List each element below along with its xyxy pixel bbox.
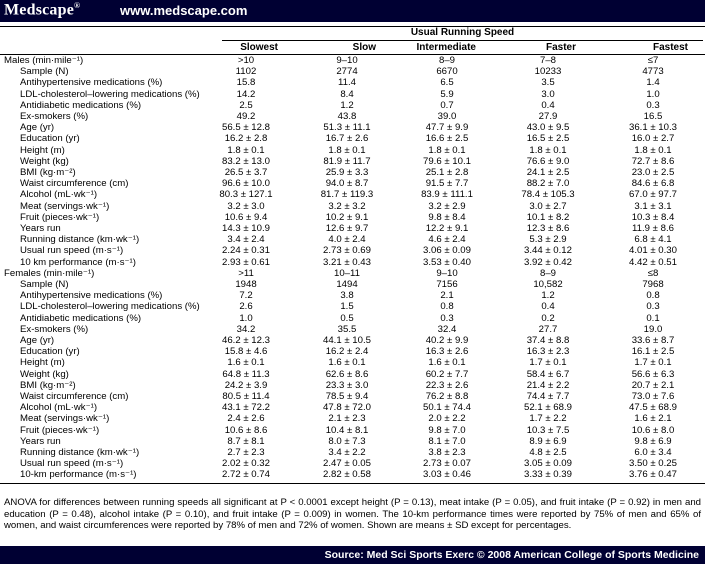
table-row: [0, 246, 705, 257]
table-cell: 11.4: [338, 77, 356, 89]
table-cell: 52.1 ± 68.9: [524, 402, 572, 414]
table-cell: 78.5 ± 9.4: [325, 391, 369, 402]
table-row: [0, 123, 705, 134]
table-cell: 1.7 ± 0.1: [634, 357, 672, 369]
table-cell: 3.4 ± 2.4: [227, 234, 265, 246]
table-cell: 56.6 ± 6.3: [631, 368, 675, 380]
table-footnote: ANOVA for differences between running speeds all significant at P < 0.0001 except height (P = 0.13), meat intake (P = 0.05), and fruit intake (P = 0.92) in men and education (P = 0.48), alcohol intake (P = 0.10), and fruit intake (P = 0.009) in women. The 10-km performance times were reported by 75% of men and 65% of women, and waist circumferences were reported by 78% of men and 72% of women. Shown are means ± SD except for percentages.: [4, 497, 701, 532]
row-label: BMI (kg·m⁻²): [20, 167, 76, 178]
table-cell: 83.2 ± 13.0: [222, 155, 270, 167]
table-cell: 84.6 ± 6.8: [631, 178, 675, 190]
row-label: Running distance (km·wk⁻¹): [20, 234, 140, 246]
table-cell: 7–8: [539, 55, 556, 66]
table-row: [0, 448, 705, 459]
row-label: Age (yr): [20, 122, 55, 134]
row-label: Running distance (km·wk⁻¹): [20, 447, 140, 458]
row-label: Height (m): [20, 357, 65, 369]
table-cell: 15.8: [236, 77, 256, 89]
table-cell: 16.1 ± 2.5: [631, 346, 675, 358]
brand-name: Medscape: [4, 1, 75, 19]
row-label: Antidiabetic medications (%): [20, 99, 142, 111]
row-label: Years run: [20, 435, 61, 447]
table-cell: 1.2: [340, 99, 354, 111]
table-cell: 8.4: [340, 88, 354, 100]
table-row: [0, 190, 705, 201]
table-cell: 8.9 ± 6.9: [529, 435, 567, 447]
footer-bar: [0, 546, 705, 564]
table-cell: 47.8 ± 72.0: [323, 402, 371, 414]
table-cell: 10.2 ± 9.1: [325, 211, 369, 223]
table-cell: 10.1 ± 8.2: [526, 211, 570, 223]
table-cell: 3.06 ± 0.09: [423, 245, 471, 257]
table-cell: 83.9 ± 111.1: [421, 189, 473, 201]
table-row: [0, 437, 705, 448]
table-cell: 11.9 ± 8.6: [632, 223, 674, 234]
table-cell: >10: [237, 55, 255, 66]
table-cell: 14.2: [236, 88, 256, 100]
table-cell: 2.1 ± 2.3: [328, 413, 366, 425]
table-cell: 3.0 ± 2.7: [529, 200, 567, 212]
table-row: [0, 336, 705, 347]
table-row: [0, 280, 705, 291]
table-cell: 8.7 ± 8.1: [227, 435, 265, 447]
table-cell: 2.7 ± 2.3: [227, 447, 265, 458]
table-cell: 34.2: [236, 323, 256, 335]
row-label: Education (yr): [20, 346, 80, 358]
table-cell: 26.5 ± 3.7: [224, 167, 268, 178]
table-cell: 96.6 ± 10.0: [222, 178, 270, 190]
site-url[interactable]: www.medscape.com: [120, 3, 248, 18]
table-row: [0, 101, 705, 112]
table-cell: 1.7 ± 2.2: [529, 413, 567, 425]
table-cell: 16.7 ± 2.6: [325, 133, 369, 145]
table-cell: 0.8: [646, 290, 660, 302]
table-row: [0, 347, 705, 358]
table-cell: 5.9: [440, 88, 454, 100]
table-row: [0, 392, 705, 403]
table-cell: 3.2 ± 2.9: [428, 200, 466, 212]
table-cell: 80.3 ± 127.1: [219, 189, 273, 201]
table-cell: 8.1 ± 7.0: [428, 435, 466, 447]
table-cell: 4.0 ± 2.4: [328, 234, 366, 246]
table-cell: 78.4 ± 105.3: [521, 189, 575, 201]
row-label: Weight (kg): [20, 155, 69, 167]
table-cell: 74.4 ± 7.7: [526, 391, 570, 402]
table-cell: 27.9: [538, 111, 558, 122]
table-row: [0, 459, 705, 470]
table-cell: 7156: [436, 279, 458, 290]
table-cell: 21.4 ± 2.2: [526, 379, 570, 391]
table-cell: 2.93 ± 0.61: [222, 256, 270, 268]
table-row: [0, 381, 705, 392]
table-cell: 3.5: [541, 77, 555, 89]
table-cell: 10.6 ± 8.0: [631, 424, 675, 436]
row-label: LDL-cholesterol–lowering medications (%): [20, 88, 200, 100]
row-label: Usual run speed (m·s⁻¹): [20, 245, 124, 257]
source-credit: Source: Med Sci Sports Exerc © 2008 American College of Sports Medicine: [324, 549, 699, 561]
table-row: [0, 370, 705, 381]
table-cell: 2.02 ± 0.32: [222, 458, 270, 470]
table-cell: 20.7 ± 2.1: [631, 379, 675, 391]
table-cell: 19.0: [643, 323, 663, 335]
row-label: Fruit (pieces·wk⁻¹): [20, 424, 100, 436]
table-cell: 43.1 ± 72.2: [222, 402, 270, 414]
table-cell: 62.6 ± 8.6: [325, 368, 369, 380]
column-header: Slowest: [240, 42, 278, 53]
table-cell: 47.5 ± 68.9: [629, 402, 677, 414]
table-cell: 23.0 ± 2.5: [631, 167, 675, 178]
table-cell: 4.8 ± 2.5: [529, 447, 567, 458]
table-row: [0, 146, 705, 157]
table-cell: 25.1 ± 2.8: [425, 167, 469, 178]
table-row: [0, 258, 705, 269]
table-cell: 0.3: [440, 312, 454, 324]
table-cell: 3.76 ± 0.47: [629, 469, 677, 481]
table-cell: 1948: [235, 279, 257, 290]
row-label: 10-km performance (m·s⁻¹): [20, 469, 137, 481]
table-cell: 2.6: [239, 301, 253, 313]
table-cell: 27.7: [538, 323, 558, 335]
table-cell: 0.4: [541, 301, 555, 313]
row-label: Height (m): [20, 144, 65, 156]
table-cell: 49.2: [236, 111, 256, 122]
table-cell: 3.2 ± 3.2: [328, 200, 366, 212]
row-label: Alcohol (mL·wk⁻¹): [20, 189, 98, 201]
table-cell: 73.0 ± 7.6: [631, 391, 675, 402]
table-cell: 16.3 ± 2.6: [425, 346, 469, 358]
table-cell: 16.5 ± 2.5: [526, 133, 570, 145]
table-cell: 8–9: [539, 267, 556, 279]
table-cell: 3.50 ± 0.25: [629, 458, 677, 470]
table-cell: 8–9: [438, 55, 455, 66]
row-label: Antihypertensive medications (%): [20, 77, 163, 89]
table-cell: 10.3 ± 8.4: [631, 211, 675, 223]
table-cell: 2774: [336, 66, 358, 78]
table-cell: 2.24 ± 0.31: [222, 245, 270, 257]
group-header-rule: [222, 40, 703, 41]
table-cell: 1.0: [646, 88, 660, 100]
table-cell: 79.6 ± 10.1: [423, 155, 471, 167]
table-cell: 7.2: [239, 290, 253, 302]
table-cell: 1.8 ± 0.1: [529, 144, 567, 156]
table-cell: 1.6 ± 2.1: [634, 413, 672, 425]
table-cell: 81.7 ± 119.3: [320, 189, 374, 201]
table-cell: 0.5: [340, 312, 354, 324]
table-row: [0, 224, 705, 235]
table-cell: 46.2 ± 12.3: [222, 335, 270, 346]
table-row: [0, 90, 705, 101]
table-cell: 94.0 ± 8.7: [325, 178, 369, 190]
table-cell: 64.8 ± 11.3: [222, 368, 270, 380]
table-cell: 16.0 ± 2.7: [631, 133, 675, 145]
table-cell: 0.7: [440, 99, 454, 111]
table-cell: 1.8 ± 0.1: [428, 144, 466, 156]
table-cell: 5.3 ± 2.9: [529, 234, 567, 246]
row-label: Waist circumference (cm): [20, 178, 129, 190]
table-cell: 43.8: [337, 111, 357, 122]
table-cell: 10.6 ± 8.6: [224, 424, 268, 436]
table-cell: 1.6 ± 0.1: [328, 357, 366, 369]
table-cell: 9–10: [336, 55, 358, 66]
table-cell: 12.2 ± 9.1: [425, 223, 469, 234]
table-cell: 3.53 ± 0.40: [423, 256, 471, 268]
table-cell: 12.3 ± 8.6: [526, 223, 570, 234]
table-cell: 3.2 ± 3.0: [227, 200, 265, 212]
table-row: [0, 157, 705, 168]
table-cell: 9.8 ± 8.4: [428, 211, 466, 223]
table-cell: 1.8 ± 0.1: [634, 144, 672, 156]
table-row: [0, 179, 705, 190]
brand-mark: ®: [74, 1, 81, 10]
row-label: Females (min·mile⁻¹): [4, 267, 95, 279]
table-cell: 2.73 ± 0.07: [423, 458, 471, 470]
table-cell: 6670: [436, 66, 458, 78]
table-cell: 40.2 ± 9.9: [425, 335, 469, 346]
group-header: Usual Running Speed: [410, 27, 515, 38]
row-label: Meat (servings·wk⁻¹): [20, 200, 110, 212]
table-cell: 7968: [642, 279, 664, 290]
table-cell: 9.8 ± 7.0: [428, 424, 466, 436]
table-cell: 3.4 ± 2.2: [328, 447, 366, 458]
table-cell: 60.2 ± 7.7: [425, 368, 469, 380]
table-cell: ≤8: [647, 267, 659, 279]
table-cell: 3.44 ± 0.12: [524, 245, 572, 257]
table-cell: 2.82 ± 0.58: [323, 469, 371, 481]
table-row: [0, 112, 705, 123]
table-row: [0, 426, 705, 437]
row-label: Antidiabetic medications (%): [20, 312, 142, 324]
table-cell: 44.1 ± 10.5: [323, 335, 371, 346]
table-cell: 33.6 ± 8.7: [631, 335, 675, 346]
table-cell: 9–10: [436, 267, 458, 279]
table-cell: 1.0: [239, 312, 253, 324]
table-cell: 1.8 ± 0.1: [328, 144, 366, 156]
medscape-logo[interactable]: [4, 1, 80, 19]
table-cell: 76.2 ± 8.8: [425, 391, 469, 402]
table-cell: 3.05 ± 0.09: [524, 458, 572, 470]
table-cell: 10–11: [334, 267, 360, 279]
table-cell: 4.6 ± 2.4: [428, 234, 466, 246]
table-cell: 23.3 ± 3.0: [325, 379, 369, 391]
table-cell: 9.8 ± 6.9: [634, 435, 672, 447]
table-cell: 4.42 ± 0.51: [629, 256, 677, 268]
table-cell: 4.01 ± 0.30: [629, 245, 677, 257]
table-cell: 50.1 ± 74.4: [423, 402, 471, 414]
table-cell: 58.4 ± 6.7: [526, 368, 570, 380]
table-cell: 3.1 ± 3.1: [634, 200, 672, 212]
table-row: [0, 67, 705, 78]
table-cell: 0.3: [646, 99, 660, 111]
table-cell: 3.8 ± 2.3: [428, 447, 466, 458]
table-cell: 16.6 ± 2.5: [425, 133, 469, 145]
table-cell: 1.6 ± 0.1: [428, 357, 466, 369]
table-cell: 1102: [235, 66, 257, 78]
table-cell: 39.0: [437, 111, 457, 122]
table-cell: 1.5: [340, 301, 354, 313]
table-cell: 16.5: [643, 111, 663, 122]
table-cell: 36.1 ± 10.3: [629, 122, 677, 134]
table-cell: 8.0 ± 7.3: [328, 435, 366, 447]
table-cell: 6.0 ± 3.4: [634, 447, 672, 458]
table-cell: 0.2: [541, 312, 555, 324]
row-label: Meat (servings·wk⁻¹): [20, 413, 110, 425]
table-cell: 3.21 ± 0.43: [323, 256, 371, 268]
table-row: [0, 314, 705, 325]
table-cell: 81.9 ± 11.7: [323, 155, 371, 167]
table-row: [0, 168, 705, 179]
table-cell: 14.3 ± 10.9: [222, 223, 270, 234]
table-bottom-rule: [0, 483, 705, 484]
row-label: Usual run speed (m·s⁻¹): [20, 458, 124, 470]
table-cell: 91.5 ± 7.7: [425, 178, 469, 190]
column-header: Faster: [545, 42, 576, 53]
table-row: [0, 269, 705, 280]
table-cell: 0.3: [646, 301, 660, 313]
table-cell: 2.1: [440, 290, 454, 302]
table-cell: 1.4: [646, 77, 660, 89]
table-row: [0, 358, 705, 369]
table-cell: 2.0 ± 2.2: [428, 413, 466, 425]
table-cell: >11: [238, 267, 254, 279]
table-row: [0, 78, 705, 89]
table-cell: 76.6 ± 9.0: [526, 155, 570, 167]
table-cell: 3.8: [340, 290, 354, 302]
table-cell: 1.2: [541, 290, 555, 302]
table-cell: 10.4 ± 8.1: [325, 424, 369, 436]
table-row: [0, 213, 705, 224]
table-row: [0, 134, 705, 145]
table-cell: 2.47 ± 0.05: [323, 458, 371, 470]
table-cell: 16.2 ± 2.4: [325, 346, 369, 358]
table-cell: 32.4: [437, 323, 457, 335]
table-cell: 67.0 ± 97.7: [629, 189, 677, 201]
table-row: [0, 325, 705, 336]
row-label: 10 km performance (m·s⁻¹): [20, 256, 136, 268]
table-cell: 24.1 ± 2.5: [526, 167, 570, 178]
table-cell: 37.4 ± 8.8: [526, 335, 570, 346]
row-label: Education (yr): [20, 133, 80, 145]
table-cell: 16.2 ± 2.8: [224, 133, 268, 145]
table-cell: 56.5 ± 12.8: [222, 122, 270, 134]
row-label: LDL-cholesterol–lowering medications (%): [20, 301, 200, 313]
row-label: Fruit (pieces·wk⁻¹): [20, 211, 100, 223]
row-label: Age (yr): [20, 335, 55, 346]
table-cell: 3.0: [541, 88, 555, 100]
table-row: [0, 403, 705, 414]
table-cell: 24.2 ± 3.9: [224, 379, 268, 391]
table-cell: 25.9 ± 3.3: [325, 167, 369, 178]
table-cell: 0.1: [646, 312, 660, 324]
table-row: [0, 291, 705, 302]
row-label: Sample (N): [20, 279, 69, 290]
table-cell: 10233: [534, 66, 562, 78]
table-cell: 10,582: [533, 279, 563, 290]
table-cell: 22.3 ± 2.6: [425, 379, 469, 391]
table-cell: 1.7 ± 0.1: [529, 357, 567, 369]
table-cell: 16.3 ± 2.3: [526, 346, 570, 358]
table-cell: 15.8 ± 4.6: [224, 346, 268, 358]
table-cell: 3.92 ± 0.42: [524, 256, 572, 268]
column-header: Fastest: [652, 42, 688, 53]
table-row: [0, 202, 705, 213]
row-label: Weight (kg): [20, 368, 69, 380]
table-cell: 4773: [642, 66, 664, 78]
row-label: Years run: [20, 223, 61, 234]
table-cell: ≤7: [647, 55, 659, 66]
table-row: [0, 414, 705, 425]
table-cell: 47.7 ± 9.9: [425, 122, 469, 134]
table-cell: 1494: [336, 279, 358, 290]
table-cell: 10.3 ± 7.5: [526, 424, 570, 436]
table-cell: 1.6 ± 0.1: [227, 357, 265, 369]
table-cell: 0.8: [440, 301, 454, 313]
column-header: Slow: [352, 42, 376, 53]
table-row: [0, 56, 705, 67]
table-cell: 35.5: [337, 323, 357, 335]
table-cell: 3.33 ± 0.39: [524, 469, 572, 481]
header-bar: [0, 0, 705, 22]
row-label: Alcohol (mL·wk⁻¹): [20, 402, 98, 414]
table-cell: 88.2 ± 7.0: [526, 178, 570, 190]
table-cell: 2.4 ± 2.6: [227, 413, 265, 425]
table-cell: 3.03 ± 0.46: [423, 469, 471, 481]
row-label: Males (min·mile⁻¹): [4, 55, 84, 66]
table-cell: 51.3 ± 11.1: [323, 122, 371, 134]
column-header: Intermediate: [416, 42, 476, 53]
table-cell: 2.72 ± 0.74: [222, 469, 270, 481]
table-cell: 12.6 ± 9.7: [325, 223, 369, 234]
table-row: [0, 470, 705, 481]
table-cell: 6.5: [440, 77, 454, 89]
row-label: BMI (kg·m⁻²): [20, 379, 76, 391]
table-cell: 0.4: [541, 99, 555, 111]
table-cell: 43.0 ± 9.5: [526, 122, 570, 134]
table-row: [0, 235, 705, 246]
row-label: Waist circumference (cm): [20, 391, 129, 402]
table-cell: 80.5 ± 11.4: [222, 391, 270, 402]
table-cell: 2.73 ± 0.69: [323, 245, 371, 257]
table-cell: 72.7 ± 8.6: [631, 155, 675, 167]
table-cell: 2.5: [239, 99, 253, 111]
row-label: Sample (N): [20, 66, 69, 78]
row-label: Ex-smokers (%): [20, 111, 89, 122]
table-row: [0, 302, 705, 313]
row-label: Antihypertensive medications (%): [20, 290, 163, 302]
table-cell: 10.6 ± 9.4: [224, 211, 268, 223]
row-label: Ex-smokers (%): [20, 323, 89, 335]
table-cell: 1.8 ± 0.1: [227, 144, 265, 156]
table-cell: 6.8 ± 4.1: [634, 234, 672, 246]
